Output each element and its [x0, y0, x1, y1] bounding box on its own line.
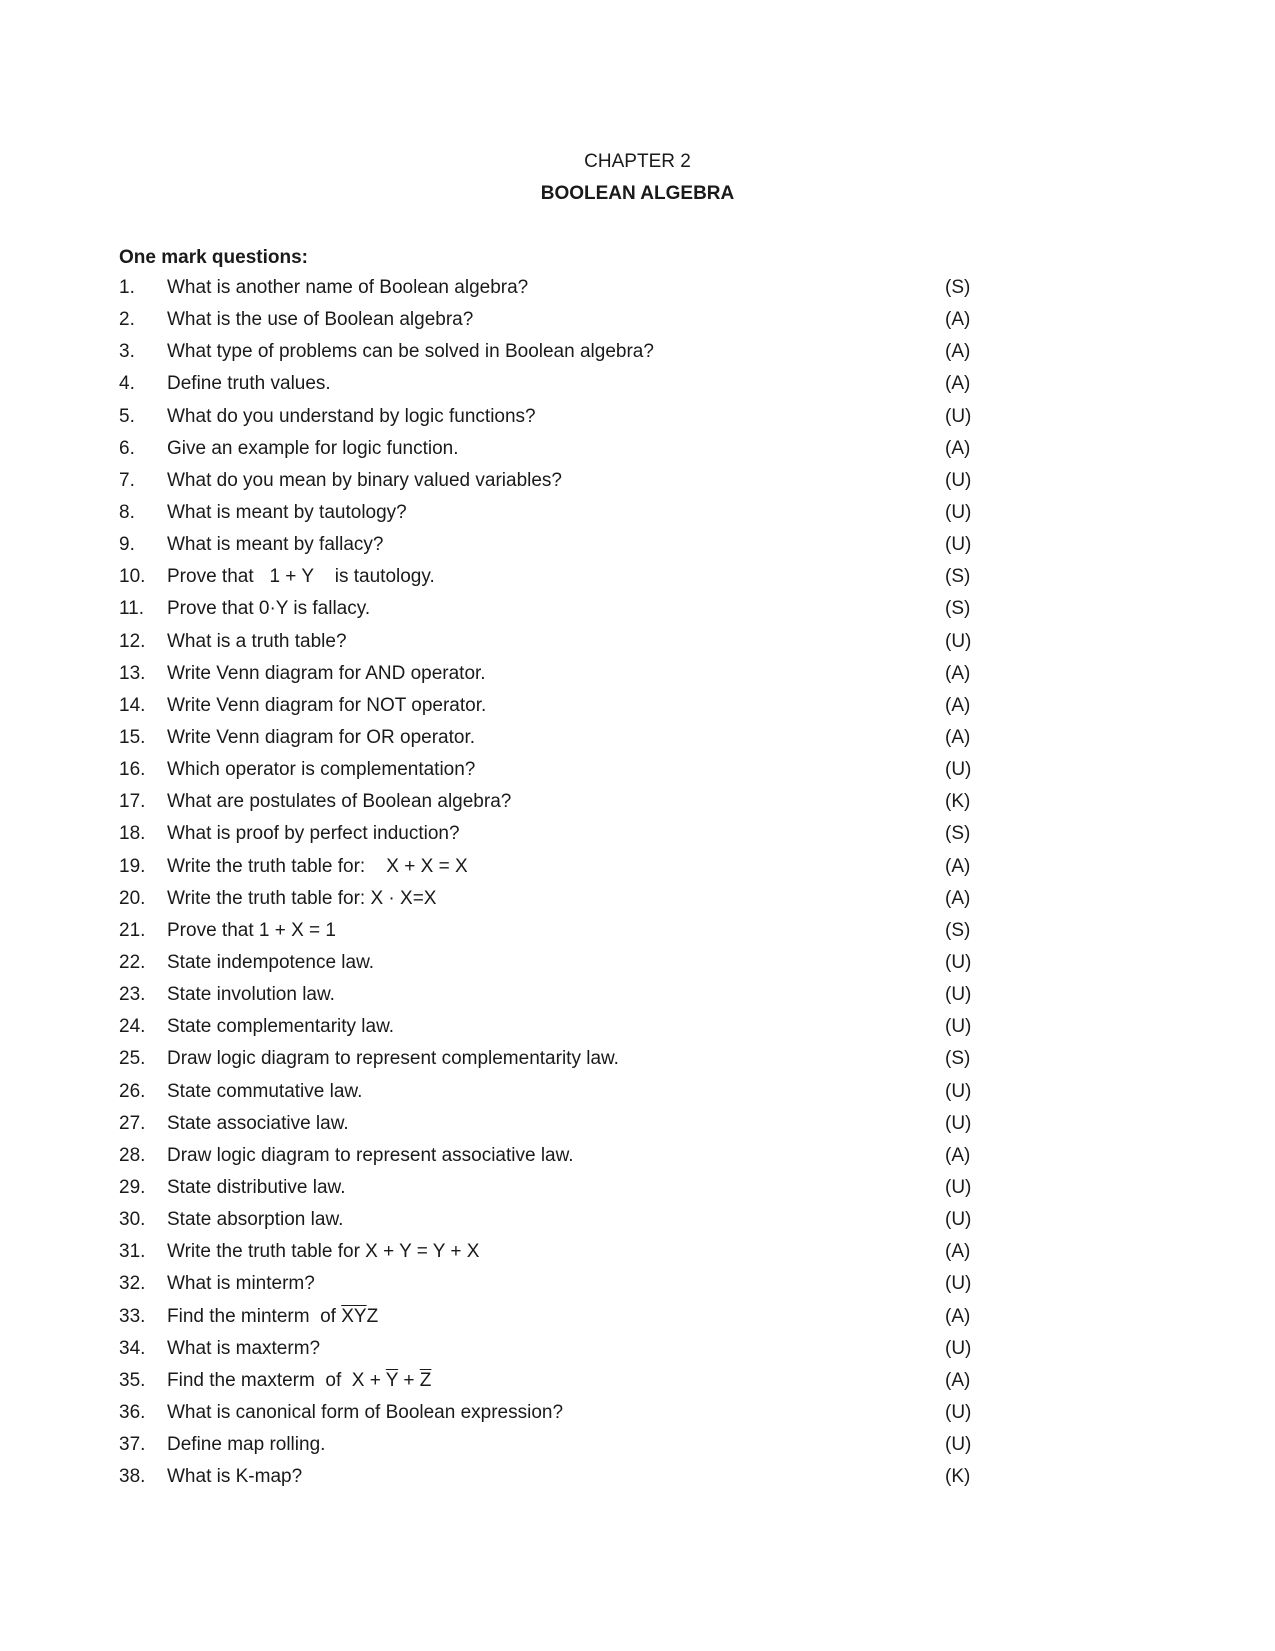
question-tag: (S) [945, 598, 971, 620]
question-item [119, 1176, 979, 1208]
question-tag: (A) [945, 341, 971, 363]
complemented-variable: $\overline{Y}$ [385, 1369, 399, 1391]
question-text-main: Prove that 0·Y is fallacy. [167, 598, 371, 620]
question-text-main: What do you understand by logic functions? [167, 405, 536, 427]
question-text [167, 469, 562, 493]
question-item [119, 276, 979, 308]
question-text [167, 1272, 315, 1296]
question-text-main: What is canonical form of Boolean expression? [167, 1401, 564, 1423]
question-item [119, 340, 979, 372]
question-text-main: Write Venn diagram for AND operator. [167, 662, 486, 684]
chapter-label: CHAPTER 2 [584, 151, 691, 172]
question-item [119, 469, 979, 501]
question-text-main: Find the maxterm of [167, 1369, 352, 1391]
question-tag: (U) [945, 984, 972, 1006]
question-item [119, 919, 979, 951]
question-item [119, 1080, 979, 1112]
question-number: 26. [119, 1080, 146, 1102]
question-text [167, 1112, 349, 1136]
question-text-main: Write the truth table for: X + X = X [167, 855, 468, 877]
expression-part: Z [366, 1305, 379, 1327]
question-number: 28. [119, 1144, 146, 1166]
question-item [119, 790, 979, 822]
question-text [167, 919, 336, 943]
question-text-main: What is K-map? [167, 1466, 303, 1488]
question-item [119, 1144, 979, 1176]
question-item [119, 565, 979, 597]
question-item [119, 437, 979, 469]
question-tag: (U) [945, 759, 972, 781]
question-text [167, 1465, 302, 1489]
question-tag: (K) [945, 1466, 971, 1488]
question-text-main: Find the minterm of [167, 1305, 342, 1327]
question-tag: (U) [945, 1112, 972, 1134]
question-number: 24. [119, 1016, 146, 1038]
question-number: 32. [119, 1273, 146, 1295]
question-text-main: What is meant by tautology? [167, 501, 407, 523]
question-item [119, 501, 979, 533]
question-text [167, 437, 459, 461]
question-tag: (S) [945, 566, 971, 588]
question-item [119, 533, 979, 565]
question-number: 21. [119, 919, 146, 941]
question-text-main: Draw logic diagram to represent complementarity law. [167, 1048, 619, 1070]
question-number: 1. [119, 277, 135, 298]
question-item [119, 983, 979, 1015]
question-number: 7. [119, 469, 135, 491]
question-item [119, 758, 979, 790]
section-heading: One mark questions: [119, 247, 308, 268]
question-text [167, 1208, 343, 1232]
question-text-main: What is proof by perfect induction? [167, 823, 460, 845]
question-text [167, 1240, 479, 1264]
question-number: 12. [119, 630, 146, 652]
question-item [119, 1369, 979, 1401]
question-number: 27. [119, 1112, 146, 1134]
question-tag: (A) [945, 855, 971, 877]
question-text [167, 630, 347, 654]
question-item [119, 855, 979, 887]
question-number: 16. [119, 759, 146, 781]
question-text [167, 790, 511, 814]
question-text [167, 533, 383, 557]
question-text-main: Define map rolling. [167, 1434, 326, 1456]
question-tag: (U) [945, 1209, 972, 1231]
question-tag: (U) [945, 1176, 972, 1198]
question-number: 8. [119, 501, 135, 523]
question-text-main: State absorption law. [167, 1209, 344, 1231]
question-tag: (A) [945, 309, 971, 331]
question-tag: (A) [945, 1305, 971, 1327]
question-number: 30. [119, 1209, 146, 1231]
question-text [167, 308, 473, 332]
question-tag: (U) [945, 1337, 972, 1359]
question-item [119, 1337, 979, 1369]
question-text-main: State involution law. [167, 984, 335, 1006]
question-text [167, 726, 475, 750]
question-text-main: What is meant by fallacy? [167, 534, 384, 556]
question-tag: (U) [945, 534, 972, 556]
question-tag: (S) [945, 823, 971, 845]
question-text-main: Write the truth table for: X · X=X [167, 887, 437, 909]
question-tag: (A) [945, 726, 971, 748]
question-tag: (A) [945, 1369, 971, 1391]
question-text [167, 951, 374, 975]
question-item [119, 662, 979, 694]
question-text [167, 822, 460, 846]
question-text [167, 597, 370, 621]
question-text-main: Define truth values. [167, 373, 331, 395]
complemented-variable: $\overline{Z}$ [419, 1369, 432, 1391]
question-text-main: Write Venn diagram for OR operator. [167, 726, 476, 748]
question-text-main: Prove that 1 + X = 1 [167, 919, 336, 941]
question-item [119, 1208, 979, 1240]
question-tag: (U) [945, 469, 972, 491]
question-tag: (U) [945, 501, 972, 523]
question-text [167, 340, 654, 364]
question-text [167, 276, 528, 300]
question-item [119, 1047, 979, 1079]
question-tag: (A) [945, 694, 971, 716]
question-number: 19. [119, 855, 146, 877]
question-tag: (U) [945, 1434, 972, 1456]
expression-part: X + [351, 1369, 386, 1391]
question-number: 9. [119, 534, 135, 556]
question-text [167, 1305, 378, 1329]
question-tag: (U) [945, 630, 972, 652]
question-number: 4. [119, 373, 135, 395]
question-text-main: State complementarity law. [167, 1016, 395, 1038]
question-text [167, 405, 536, 429]
question-text [167, 1015, 394, 1039]
question-text-main: State commutative law. [167, 1080, 363, 1102]
question-text-main: Write the truth table for X + Y = Y + X [167, 1241, 480, 1263]
question-number: 15. [119, 726, 146, 748]
question-list [119, 276, 979, 1497]
question-number: 13. [119, 662, 146, 684]
question-item [119, 1465, 979, 1497]
question-item [119, 372, 979, 404]
question-item [119, 887, 979, 919]
question-tag: (A) [945, 437, 971, 459]
question-number: 31. [119, 1241, 146, 1263]
question-tag: (U) [945, 951, 972, 973]
question-number: 34. [119, 1337, 146, 1359]
question-text [167, 694, 486, 718]
question-text-main: State distributive law. [167, 1176, 346, 1198]
chapter-title: BOOLEAN ALGEBRA [540, 183, 735, 204]
question-item [119, 1112, 979, 1144]
question-tag: (A) [945, 373, 971, 395]
question-text-main: What type of problems can be solved in Boolean algebra? [167, 341, 654, 363]
question-item [119, 1305, 979, 1337]
expression-part: + [398, 1369, 420, 1391]
question-number: 23. [119, 984, 146, 1006]
question-number: 2. [119, 309, 135, 331]
question-text [167, 983, 335, 1007]
question-text [167, 662, 486, 686]
question-item [119, 597, 979, 629]
complemented-variable: $\overline{X}$ [341, 1305, 354, 1327]
question-number: 25. [119, 1048, 146, 1070]
question-text [167, 1080, 362, 1104]
question-text [167, 1144, 574, 1168]
question-number: 6. [119, 437, 135, 459]
question-number: 20. [119, 887, 146, 909]
question-tag: (U) [945, 1401, 972, 1423]
question-text [167, 758, 475, 782]
question-text-main: What are postulates of Boolean algebra? [167, 791, 512, 813]
question-item [119, 1433, 979, 1465]
question-tag: (A) [945, 662, 971, 684]
question-number: 11. [119, 598, 145, 620]
question-item [119, 1240, 979, 1272]
question-number: 33. [119, 1305, 146, 1327]
question-text-main: What is the use of Boolean algebra? [167, 309, 474, 331]
question-number: 14. [119, 694, 146, 716]
question-tag: (U) [945, 405, 972, 427]
question-tag: (A) [945, 1144, 971, 1166]
question-text-main: Write Venn diagram for NOT operator. [167, 694, 487, 716]
question-item [119, 1401, 979, 1433]
question-text [167, 1337, 320, 1361]
question-tag: (U) [945, 1080, 972, 1102]
question-text-main: What do you mean by binary valued variables? [167, 469, 563, 491]
question-item [119, 726, 979, 758]
question-text-main: Which operator is complementation? [167, 759, 476, 781]
question-number: 10. [119, 566, 146, 588]
question-tag: (K) [945, 791, 971, 813]
question-number: 37. [119, 1434, 146, 1456]
question-number: 5. [119, 405, 135, 427]
question-tag: (S) [945, 919, 971, 941]
question-text [167, 1047, 619, 1071]
question-text-main: What is another name of Boolean algebra? [167, 277, 529, 298]
question-tag: (S) [945, 1048, 971, 1070]
question-text-main: State indempotence law. [167, 951, 375, 973]
question-text [167, 855, 468, 879]
question-item [119, 308, 979, 340]
question-number: 36. [119, 1401, 146, 1423]
question-item [119, 630, 979, 662]
question-number: 29. [119, 1176, 146, 1198]
question-number: 35. [119, 1369, 146, 1391]
question-number: 22. [119, 951, 146, 973]
question-item [119, 1015, 979, 1047]
question-number: 3. [119, 341, 135, 363]
question-item [119, 822, 979, 854]
question-tag: (A) [945, 887, 971, 909]
question-text-main: State associative law. [167, 1112, 349, 1134]
question-number: 38. [119, 1466, 146, 1488]
question-tag: (S) [945, 277, 971, 298]
question-item [119, 405, 979, 437]
question-tag: (U) [945, 1016, 972, 1038]
question-text-main: Give an example for logic function. [167, 437, 459, 459]
question-text [167, 887, 436, 911]
question-item [119, 1272, 979, 1304]
question-text [167, 1401, 563, 1425]
question-tag: (A) [945, 1241, 971, 1263]
question-text-main: Draw logic diagram to represent associative law. [167, 1144, 574, 1166]
question-number: 18. [119, 823, 146, 845]
question-text-main: What is maxterm? [167, 1337, 321, 1359]
question-text [167, 372, 331, 396]
complemented-variable: $\overline{Y}$ [353, 1305, 367, 1327]
question-item [119, 694, 979, 726]
question-text [167, 1433, 325, 1457]
question-text [167, 501, 407, 525]
question-text [167, 1176, 345, 1200]
question-text-main: What is minterm? [167, 1273, 315, 1295]
question-item [119, 951, 979, 983]
question-text-main: What is a truth table? [167, 630, 347, 652]
question-text-main: Prove that 1 + Y is tautology. [167, 566, 435, 588]
question-tag: (U) [945, 1273, 972, 1295]
question-number: 17. [119, 791, 146, 813]
question-text [167, 1369, 431, 1393]
question-text [167, 565, 435, 589]
